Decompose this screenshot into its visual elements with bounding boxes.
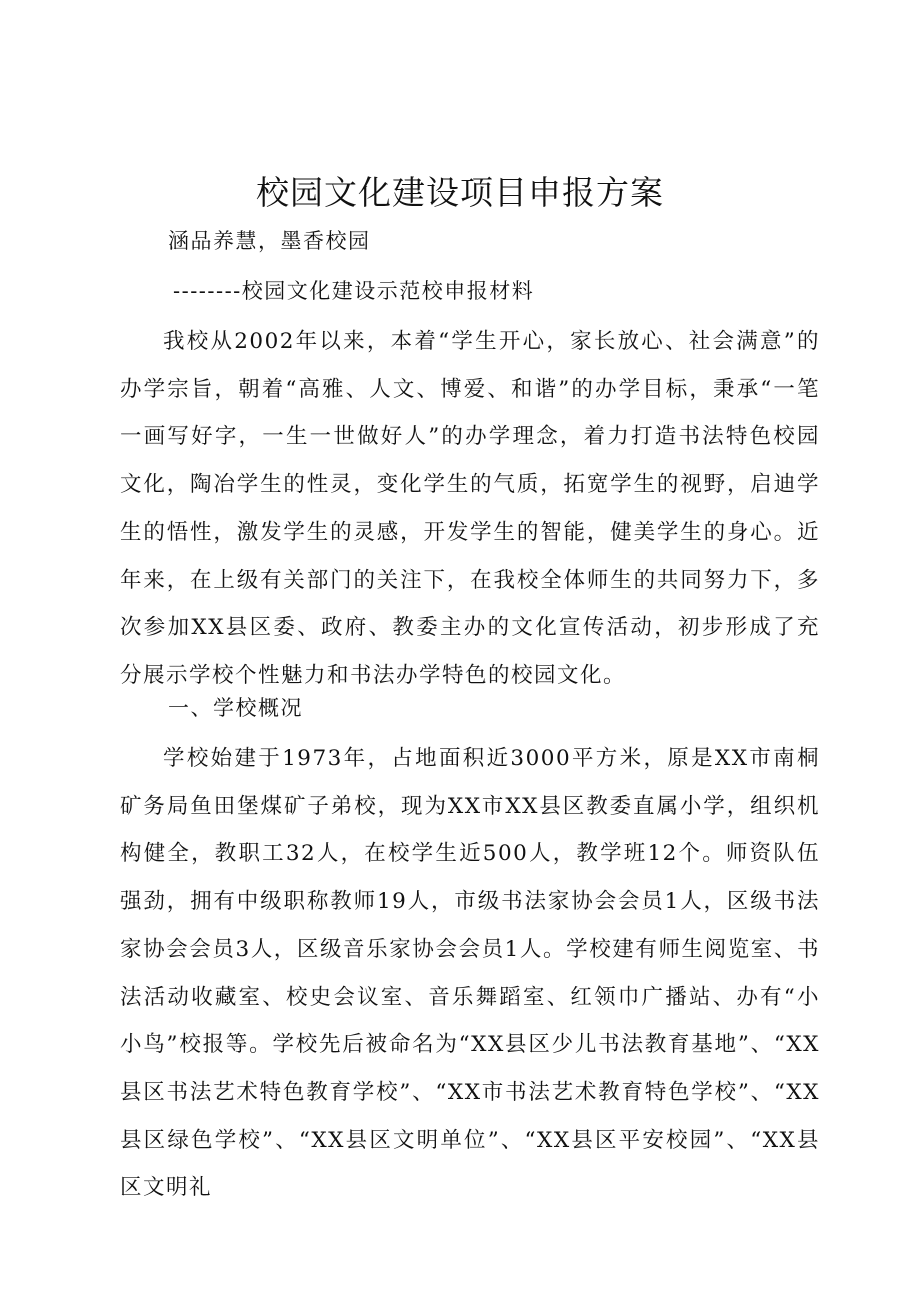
document-byline: --------校园文化建设示范校申报材料	[173, 279, 535, 303]
school-overview-paragraph: 学校始建于1973年，占地面积近3000平方米，原是XX市南桐矿务局鱼田堡煤矿子弟校，现为XX市XX县区教委直属小学，组织机构健全，教职工32人，在校学生近500人，教学班12个。师资队伍强劲，拥有中级职称教师19人，市级书法家协会会员1人，区级书法家协会会员3人，区级音乐家协会会员1人。学校建有师生阅览室、书法活动收藏室、校史会议室、音乐舞蹈室、红领巾广播站、办有“小小鸟”校报等。学校先后被命名为“XX县区少儿书法教育基地”、“XX县区书法艺术特色教育学校”、“XX市书法艺术教育特色学校”、“XX县区绿色学校”、“XX县区文明单位”、“XX县区平安校园”、“XX县区文明礼	[120, 746, 820, 1201]
section-heading-school-overview: 一、学校概况	[168, 696, 303, 720]
intro-paragraph: 我校从2002年以来，本着“学生开心，家长放心、社会满意”的办学宗旨，朝着“高雅、人文、博爱、和谐”的办学目标，秉承“一笔一画写好字，一生一世做好人”的办学理念，着力打造书法特色校园文化，陶冶学生的性灵，变化学生的气质，拓宽学生的视野，启迪学生的悟性，激发学生的灵感，开发学生的智能，健美学生的身心。近年来，在上级有关部门的关注下，在我校全体师生的共同努力下，多次参加XX县区委、政府、教委主办的文化宣传活动，初步形成了充分展示学校个性魅力和书法办学特色的校园文化。	[120, 329, 820, 688]
document-subtitle: 涵品养慧，墨香校园	[168, 229, 371, 253]
document-title: 校园文化建设项目申报方案	[256, 173, 664, 212]
